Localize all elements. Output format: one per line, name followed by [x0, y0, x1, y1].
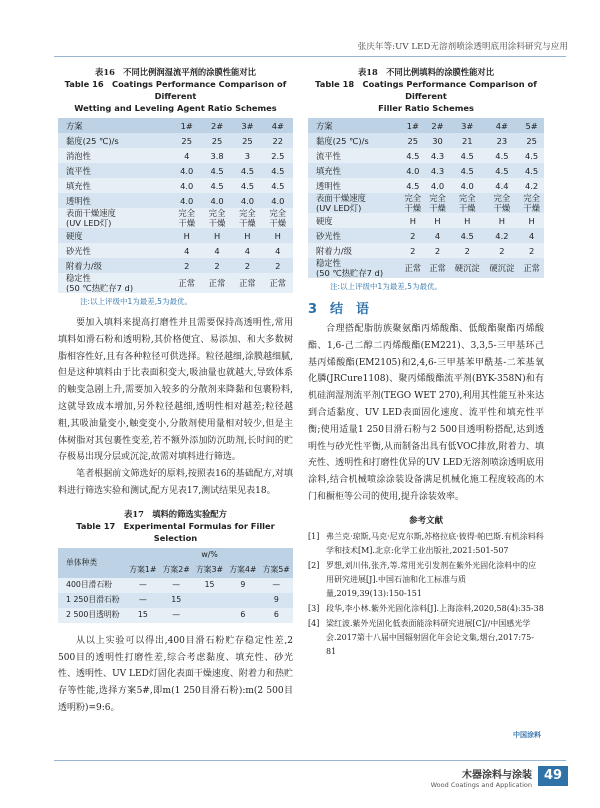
table-cell: 1 250目滑石粉: [58, 593, 126, 608]
table-row: [58, 243, 293, 258]
table-cell: 4: [202, 243, 232, 258]
header-rule: [54, 56, 566, 57]
table-cell: 2: [263, 258, 293, 273]
table-row: [308, 243, 544, 258]
table-cell: 2: [485, 243, 520, 258]
table-cell: 4.0: [232, 193, 262, 208]
table-cell: 表面干燥速度 (UV LED灯): [58, 208, 172, 228]
table-cell: 砂光性: [308, 228, 400, 243]
table-cell: w/%: [126, 548, 293, 563]
table-row: [308, 228, 544, 243]
paragraph: 从以上实验可以得出,400目滑石粉贮存稳定性差,2 500目的透明性打磨性差,综合考虑黏度、填充性、砂光性、透明性、UV LED灯固化表面干燥速度、附着力和热贮存等性能,选择方案5#,即m(1 250目滑石粉):m(2 500目透明粉)=9:6。: [58, 635, 293, 713]
reference-text: 段华,李小林.紫外光固化涂料[J].上海涂料,2020,58(4):35-38: [326, 603, 544, 613]
table-cell: 方案: [308, 118, 400, 133]
table-cell: 2: [519, 243, 544, 258]
table-cell: 4.0: [172, 193, 202, 208]
table-row: [308, 193, 544, 213]
reference-number: [4]: [308, 618, 320, 628]
table-cell: 完全 干燥: [519, 193, 544, 213]
paragraph: 合理搭配脂肪族聚氨酯丙烯酸酯、低酸酯聚酯丙烯酸酯、1,6-己二醇二丙烯酸酯(EM221)、3,3,5-三甲基环己基丙烯酸酯(EM2105)和2,4,6-三甲基苯甲酰基-二苯基氧化膦(JRCure1108)、聚丙烯酸酯流平剂(BYK-358N)和有机硅润湿剂流平剂(TEGO WET 270),利用其性能互补来达到合适黏度、UV LED表面固化速度、流平性和填充性平衡;使用适量1 250目滑石粉与2 500目透明粉搭配,达到透明性与砂光性平衡,从而制备出具有低VOC排放,附着力、填充性、透明性和打磨性优异的UV LED无溶剂喷涂透明底用涂料,结合机械喷涂涂装设备满足机械化施工程度较高的木门和橱柜等公司的使用,提升涂装效率。: [308, 324, 544, 502]
table-cell: 9: [226, 578, 259, 593]
table-cell: 正常: [400, 258, 425, 278]
table-cell: 流平性: [308, 148, 400, 163]
table-cell: 黏度(25 ℃)/s: [58, 133, 172, 148]
table-cell: 2#: [202, 118, 232, 133]
table-cell: 稳定性 (50 ℃热贮存7 d): [58, 273, 172, 293]
table-cell: 21: [450, 133, 485, 148]
table-cell: 透明性: [58, 193, 172, 208]
table-cell: 2: [232, 258, 262, 273]
left-column: [58, 66, 293, 717]
table-row: [58, 578, 293, 593]
table-cell: 方案3#: [193, 563, 226, 578]
table-cell: 4.5: [263, 178, 293, 193]
table-header-row: [58, 118, 293, 133]
table-cell: 4.5: [485, 148, 520, 163]
table-cell: 400目滑石粉: [58, 578, 126, 593]
reference-item: [308, 530, 544, 558]
table-cell: —: [126, 593, 159, 608]
table-row: [58, 608, 293, 623]
reference-number: [3]: [308, 603, 320, 613]
table-cell: 完全 干燥: [400, 193, 425, 213]
journal-name: 木器涂料与涂装 Wood Coatings and Application: [430, 770, 532, 789]
table-row: [58, 193, 293, 208]
table-cell: 稳定性 (50 ℃热贮存7 d): [308, 258, 400, 278]
table-cell: 4.0: [425, 178, 450, 193]
table-cell: 3: [232, 148, 262, 163]
table-cell: H: [263, 228, 293, 243]
table-cell: H: [450, 213, 485, 228]
table-cell: 4.5: [450, 163, 485, 178]
table-cell: 硬度: [308, 213, 400, 228]
table-cell: 硬沉淀: [450, 258, 485, 278]
table-cell: —: [126, 578, 159, 593]
table-cell: 方案2#: [160, 563, 193, 578]
table-cell: 4.0: [202, 193, 232, 208]
running-header: 张庆年等:UV LED无溶剂喷涂透明底用涂料研究与应用: [357, 42, 568, 52]
table-cell: 方案: [58, 118, 172, 133]
table-cell: H: [519, 213, 544, 228]
table-cell: 4.3: [425, 163, 450, 178]
table-cell: 9: [260, 593, 293, 608]
table-cell: 15: [160, 593, 193, 608]
table-cell: 4#: [263, 118, 293, 133]
table-row: [308, 148, 544, 163]
table-cell: 完全 干燥: [202, 208, 232, 228]
table-cell: 4.5: [485, 163, 520, 178]
table17: [58, 548, 293, 623]
table16: [58, 118, 293, 293]
table-cell: —: [160, 578, 193, 593]
table-cell: 单体种类: [58, 548, 126, 578]
table-cell: 4.2: [519, 178, 544, 193]
table-row: [58, 178, 293, 193]
table-cell: 1#: [172, 118, 202, 133]
reference-number: [1]: [308, 531, 320, 541]
table-row: [58, 133, 293, 148]
reference-item: [308, 602, 544, 616]
reference-text: 弗兰克·琼斯,马克·尼克尔斯,苏格拉底·彼得·帕巴斯.有机涂料科学和技术[M].北京:化学工业出版社,2021:501-507: [326, 531, 544, 555]
table-row: [58, 593, 293, 608]
table17-caption: 表17 填料的筛选实验配方 Table 17 Experimental Formulas for Filler Selection: [76, 508, 275, 543]
body-text-left: [58, 315, 293, 500]
table-row: [58, 273, 293, 293]
table-cell: 4.0: [172, 178, 202, 193]
section-heading: 3 结 语: [308, 302, 370, 317]
footer-rule: [54, 760, 566, 761]
table-cell: 完全 干燥: [172, 208, 202, 228]
table-cell: 完全 干燥: [263, 208, 293, 228]
table18-caption: 表18 不同比例填料的涂膜性能对比 Table 18 Coatings Performance Comparison of Different Filler Ratio Schemes: [315, 67, 537, 113]
table-cell: 2 500目透明粉: [58, 608, 126, 623]
table-cell: 4.5: [202, 178, 232, 193]
table-cell: 方案1#: [126, 563, 159, 578]
table-cell: 4.0: [263, 193, 293, 208]
table-row: [58, 163, 293, 178]
table-cell: 完全 干燥: [425, 193, 450, 213]
table-cell: 4#: [485, 118, 520, 133]
table-cell: —: [160, 608, 193, 623]
table-row: [308, 213, 544, 228]
table-cell: [193, 593, 226, 608]
table-cell: 6: [260, 608, 293, 623]
reference-item: [308, 559, 544, 601]
table-cell: 4.2: [485, 228, 520, 243]
paragraph: 笔者根据前文筛选好的原料,按照表16的基础配方,对填料进行筛选实验和测试,配方见表17,测试结果见表18。: [58, 469, 293, 496]
table-cell: 4: [232, 243, 262, 258]
table-cell: 4.5: [519, 148, 544, 163]
reference-item: [308, 617, 544, 659]
table-row: [58, 258, 293, 273]
table-cell: H: [232, 228, 262, 243]
table-cell: 2.5: [263, 148, 293, 163]
table-cell: H: [425, 213, 450, 228]
table16-caption: 表16 不同比例润湿流平剂的涂膜性能对比 Table 16 Coatings Performance Comparison of Different Wetting and Leveling Agent Ratio Schemes: [64, 67, 287, 113]
table-cell: 正常: [425, 258, 450, 278]
table-cell: 正常: [172, 273, 202, 293]
table-cell: 4.5: [450, 148, 485, 163]
table-cell: H: [400, 213, 425, 228]
table-cell: 2: [450, 243, 485, 258]
table18: [308, 118, 544, 278]
table-cell: 2: [400, 243, 425, 258]
reference-number: [2]: [308, 560, 320, 570]
table-cell: [193, 608, 226, 623]
table-cell: 1#: [400, 118, 425, 133]
table-cell: 正常: [202, 273, 232, 293]
table-cell: 4.5: [263, 163, 293, 178]
table18-note: 注:以上评级中1为最差,5为最优。: [330, 282, 442, 291]
table-cell: 正常: [263, 273, 293, 293]
table-cell: 23: [485, 133, 520, 148]
table-cell: 4.4: [485, 178, 520, 193]
table-cell: 5#: [519, 118, 544, 133]
table-cell: 4.0: [400, 163, 425, 178]
table-cell: 砂光性: [58, 243, 172, 258]
table-cell: 4.5: [232, 178, 262, 193]
table-cell: —: [260, 578, 293, 593]
table-cell: 正常: [519, 258, 544, 278]
table-cell: [226, 593, 259, 608]
table-cell: 硬沉淀: [485, 258, 520, 278]
right-column: [308, 66, 544, 660]
paragraph: 要加入填料来提高打磨性并且需要保持高透明性,常用填料如滑石粉和透明粉,其价格便宜、易添加、和大多数树脂相容性好,且有各种粒径可供选择。粒径越细,涂膜越细腻,但是这种填料由于比表面积变大,吸油量也就越大,导致体系的触变急剧上升,需要加入较多的分散剂来降黏和包裹粉料,这就导致成本增加,另外粒径越细,透明性相对越差;粒径越粗,其吸油量变小,触变变小,分散剂使用量相对较少,但是主体树脂对其包裹性变差,若不额外添加防沉助剂,长时间的贮存极易出现分层或沉淀,故需对填料进行筛选。: [58, 318, 293, 463]
table-cell: 4: [263, 243, 293, 258]
table-cell: 2: [202, 258, 232, 273]
table-row: [58, 228, 293, 243]
table-cell: 完全 干燥: [485, 193, 520, 213]
table-cell: H: [202, 228, 232, 243]
table-row: [308, 133, 544, 148]
table-cell: 4: [425, 228, 450, 243]
table-cell: 3#: [450, 118, 485, 133]
reference-text: 梁红波.紫外光固化低表面能涂料研究进展[C]//中国感光学会.2017第十八届中国辐射固化年会论文集,烟台,2017:75-81: [326, 618, 534, 656]
table-cell: 流平性: [58, 163, 172, 178]
table-cell: 方案5#: [260, 563, 293, 578]
table-cell: 3.8: [202, 148, 232, 163]
table-cell: 2#: [425, 118, 450, 133]
table-cell: 15: [126, 608, 159, 623]
table-cell: 4.5: [202, 163, 232, 178]
table-cell: 2: [425, 243, 450, 258]
logo: 中国涂料: [513, 731, 541, 739]
table-cell: 4.5: [232, 163, 262, 178]
page-number: 49: [538, 766, 568, 786]
table-row: [308, 258, 544, 278]
table-cell: 附着力/级: [58, 258, 172, 273]
table-cell: 硬度: [58, 228, 172, 243]
table-cell: 4.3: [425, 148, 450, 163]
reference-text: 罗想,刘川伟,张齐,等.常用光引发剂在紫外光固化涂料中的应用研究进展[J].中国石油和化工标准与质量,2019,39(13):150-151: [326, 560, 537, 598]
table-cell: 4: [172, 243, 202, 258]
table-row: [308, 178, 544, 193]
table-cell: 22: [263, 133, 293, 148]
table-cell: 25: [519, 133, 544, 148]
table-cell: 4: [172, 148, 202, 163]
table-cell: 4.0: [172, 163, 202, 178]
table-cell: 4.0: [450, 178, 485, 193]
table-cell: 正常: [232, 273, 262, 293]
table-cell: 方案4#: [226, 563, 259, 578]
table-cell: 完全 干燥: [450, 193, 485, 213]
table-header-row: [308, 118, 544, 133]
table-cell: 附着力/级: [308, 243, 400, 258]
table-cell: 4.5: [519, 163, 544, 178]
table-cell: 填充性: [58, 178, 172, 193]
table-cell: 4: [519, 228, 544, 243]
table-cell: 透明性: [308, 178, 400, 193]
table-cell: 6: [226, 608, 259, 623]
table16-note: 注:以上评级中1为最差,5为最优。: [80, 297, 192, 306]
references-title: 参考文献: [408, 515, 443, 526]
table-cell: 25: [232, 133, 262, 148]
table-cell: 完全 干燥: [232, 208, 262, 228]
body-text-left-2: [58, 633, 293, 717]
table-row: [58, 208, 293, 228]
table-cell: 3#: [232, 118, 262, 133]
table-cell: 25: [172, 133, 202, 148]
table-cell: 黏度(25 ℃)/s: [308, 133, 400, 148]
table-cell: 15: [193, 578, 226, 593]
table-cell: 25: [400, 133, 425, 148]
table-cell: 4.5: [400, 148, 425, 163]
table-row: [308, 163, 544, 178]
table-cell: 消泡性: [58, 148, 172, 163]
table-cell: 2: [172, 258, 202, 273]
table-row: [58, 148, 293, 163]
table-cell: 30: [425, 133, 450, 148]
table-cell: H: [172, 228, 202, 243]
table-cell: H: [485, 213, 520, 228]
table-cell: 填充性: [308, 163, 400, 178]
table-cell: 4.5: [450, 228, 485, 243]
table-cell: 2: [400, 228, 425, 243]
reference-list: [308, 530, 544, 659]
table-cell: 表面干燥速度 (UV LED灯): [308, 193, 400, 213]
table-header-row: [58, 548, 293, 563]
table-cell: 25: [202, 133, 232, 148]
conclusion-text: [308, 321, 544, 506]
table-cell: 4.5: [400, 178, 425, 193]
